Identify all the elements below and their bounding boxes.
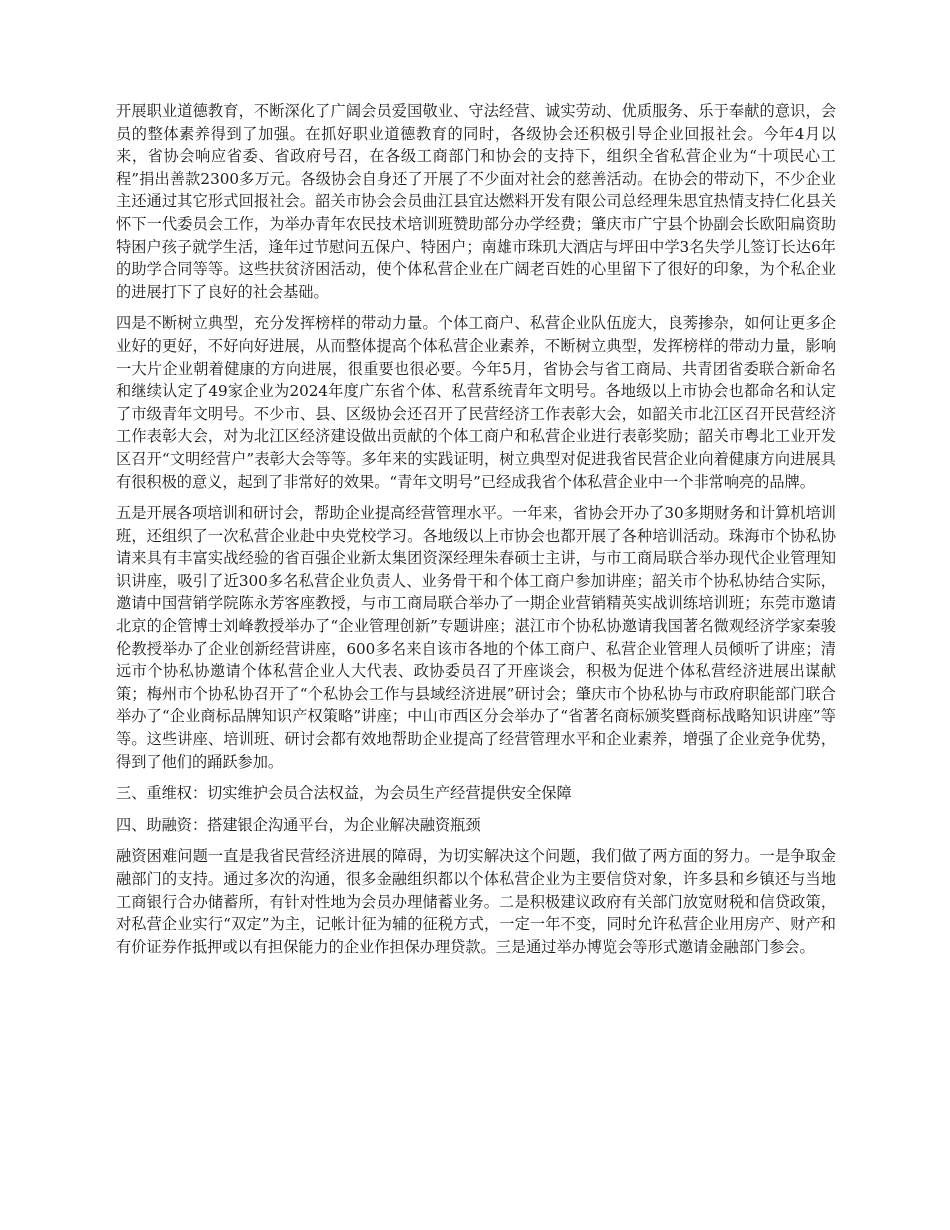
paragraph-role-models: 四是不断树立典型，充分发挥榜样的带动力量。个体工商户、私营企业队伍庞大，良莠掺杂，如何让更多企业好的更好，不好向好进展，从而整体提高个体私营企业素养，不断树立典型，发挥榜样的带动力量，影响一大片企业朝着健康的方向进展，很重要也很必要。今年5月，省协会与省工商局、共青团省委联合新命名和继续认定了49家企业为2024年度广东省个体、私营系统青年文明号。各地级以上市协会也都命名和认定了市级青年文明号。不少市、县、区级协会还召开了民营经济工作表彰大会，如韶关市北江区召开民营经济工作表彰大会，对为北江区经济建设做出贡献的个体工商户和私营企业进行表彰奖励；韶关市粤北工业开发区召开“文明经营户”表彰大会等等。多年来的实践证明，树立典型对促进我省民营企业向着健康方向进展具有很积极的意义，起到了非常好的效果。“青年文明号”已经成我省个体私营企业中一个非常响亮的品牌。 [116,314,836,491]
document-body [116,100,836,967]
paragraph-ethics-education: 开展职业道德教育，不断深化了广阔会员爱国敬业、守法经营、诚实劳动、优质服务、乐于奉献的意识，会员的整体素养得到了加强。在抓好职业道德教育的同时，各级协会还积极引导企业回报社会。今年4月以来，省协会响应省委、省政府号召，在各级工商部门和协会的支持下，组织全省私营企业为“十项民心工程”捐出善款2300多万元。各级协会自身还了开展了不少面对社会的慈善活动。在协会的带动下，不少企业主还通过其它形式回报社会。韶关市协会会员曲江县宜达燃料开发有限公司总经理朱思宜热情支持仁化县关怀下一代委员会工作，为举办青年农民技术培训班赞助部分办学经费；肇庆市广宁县个协副会长欧阳扁资助特困户孩子就学生活，逢年过节慰问五保户、特困户；南雄市珠玑大酒店与坪田中学3名失学儿签订长达6年的助学合同等等。这些扶贫济困活动，使个体私营企业在广阔老百姓的心里留下了很好的印象，为个私企业的进展打下了良好的社会基础。 [116,102,836,301]
section-heading-financing: 四、助融资：搭建银企沟通平台，为企业解决融资瓶颈 [116,815,481,834]
paragraph-training-seminars: 五是开展各项培训和研讨会，帮助企业提高经营管理水平。一年来，省协会开办了30多期财务和计算机培训班，还组织了一次私营企业赴中央党校学习。各地级以上市协会也都开展了各种培训活动。珠海市个协私协请来具有丰富实战经验的省百强企业新太集团资深经理朱春硕士主讲，与市工商局联合举办现代企业管理知识讲座，吸引了近300多名私营企业负责人、业务骨干和个体工商户参加讲座；韶关市个协私协结合实际，邀请中国营销学院陈永芳客座教授，与市工商局联合举办了一期企业营销精英实战训练培训班；东莞市邀请北京的企管博士刘峰教授举办了“企业管理创新”专题讲座；湛江市个协私协邀请我国著名微观经济学家秦骏伦教授举办了企业创新经营讲座，600多名来自该市各地的个体工商户、私营企业管理人员倾听了讲座；清远市个协私协邀请个体私营企业人大代表、政协委员召了开座谈会，积极为促进个体私营经济进展出谋献策；梅州市个协私协召开了“个私协会工作与县域经济进展”研讨会；肇庆市个协私协与市政府职能部门联合举办了“企业商标品牌知识产权策略”讲座；中山市西区分会举办了“省著名商标颁奖暨商标战略知识讲座”等等。这些讲座、培训班、研讨会都有效地帮助企业提高了经营管理水平和企业素养，增强了企业竞争优势，得到了他们的踊跃参加。 [116,504,836,771]
paragraph-financing: 融资困难问题一直是我省民营经济进展的障碍，为切实解决这个问题，我们做了两方面的努力。一是争取金融部门的支持。通过多次的沟通，很多金融组织都以个体私营企业为主要信贷对象，许多县和乡镇还与当地工商银行合办储蓄所，有针对性地为会员办理储蓄业务。二是积极建议政府有关部门放宽财税和信贷政策，对私营企业实行“双定”为主，记帐计征为辅的征税方式，一定一年不变，同时允许私营企业用房产、财产和有价证券作抵押或以有担保能力的企业作担保办理贷款。三是通过举办博览会等形式邀请金融部门参会。 [116,847,836,956]
section-heading-rights: 三、重维权：切实维护会员合法权益，为会员生产经营提供安全保障 [116,784,572,803]
